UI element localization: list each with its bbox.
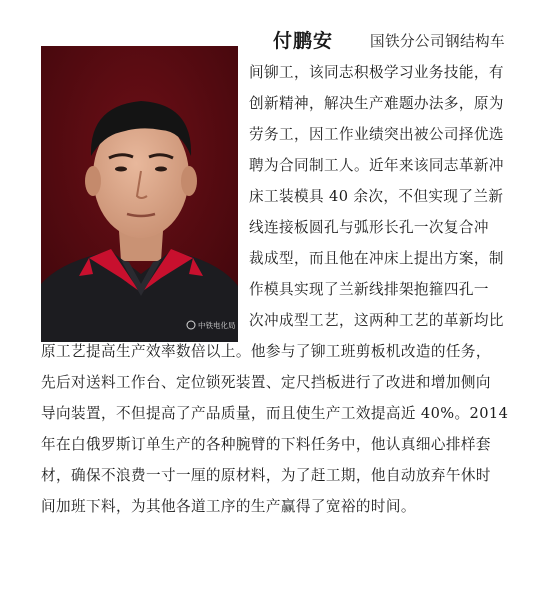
portrait-photo (41, 46, 238, 342)
bio-line: 线连接板圆孔与弧形长孔一次复合冲 (249, 219, 489, 236)
jacket-logo-text: 中铁电化局 (198, 321, 236, 330)
bio-line-1: 国铁分公司钢结构车 (370, 33, 505, 50)
bio-line: 原工艺提高生产效率数倍以上。他参与了铆工班剪板机改造的任务， (41, 343, 491, 360)
bio-line: 导向装置，不但提高了产品质量，而且使生产工效提高近 40%。2014 (41, 405, 509, 422)
bio-line: 作模具实现了兰新线排架抱箍四孔一 (249, 281, 489, 298)
bio-line: 年在白俄罗斯订单生产的各种腕臂的下料任务中，他认真细心排样套 (41, 436, 491, 453)
portrait-illustration (41, 46, 238, 342)
bio-line: 裁成型，而且他在冲床上提出方案，制 (249, 250, 504, 267)
bio-line: 聘为合同制工人。近年来该同志革新冲 (249, 157, 504, 174)
bio-line: 材，确保不浪费一寸一厘的原材料，为了赶工期，他自动放弃午休时 (41, 467, 491, 484)
person-name: 付鹏安 (273, 30, 334, 52)
bio-line: 次冲成型工艺，这两种工艺的革新均比 (249, 312, 504, 329)
bio-line: 劳务工，因工作业绩突出被公司择优选 (249, 126, 504, 143)
bio-line: 间加班下料，为其他各道工序的生产赢得了宽裕的时间。 (41, 498, 416, 515)
bio-line: 间铆工，该同志积极学习业务技能，有 (249, 64, 504, 81)
bio-line: 床工装模具 40 余次，不但实现了兰新 (249, 188, 504, 205)
bio-line: 先后对送料工作台、定位锁死装置、定尺挡板进行了改进和增加侧向 (41, 374, 491, 391)
bio-line: 创新精神，解决生产难题办法多，原为 (249, 95, 504, 112)
